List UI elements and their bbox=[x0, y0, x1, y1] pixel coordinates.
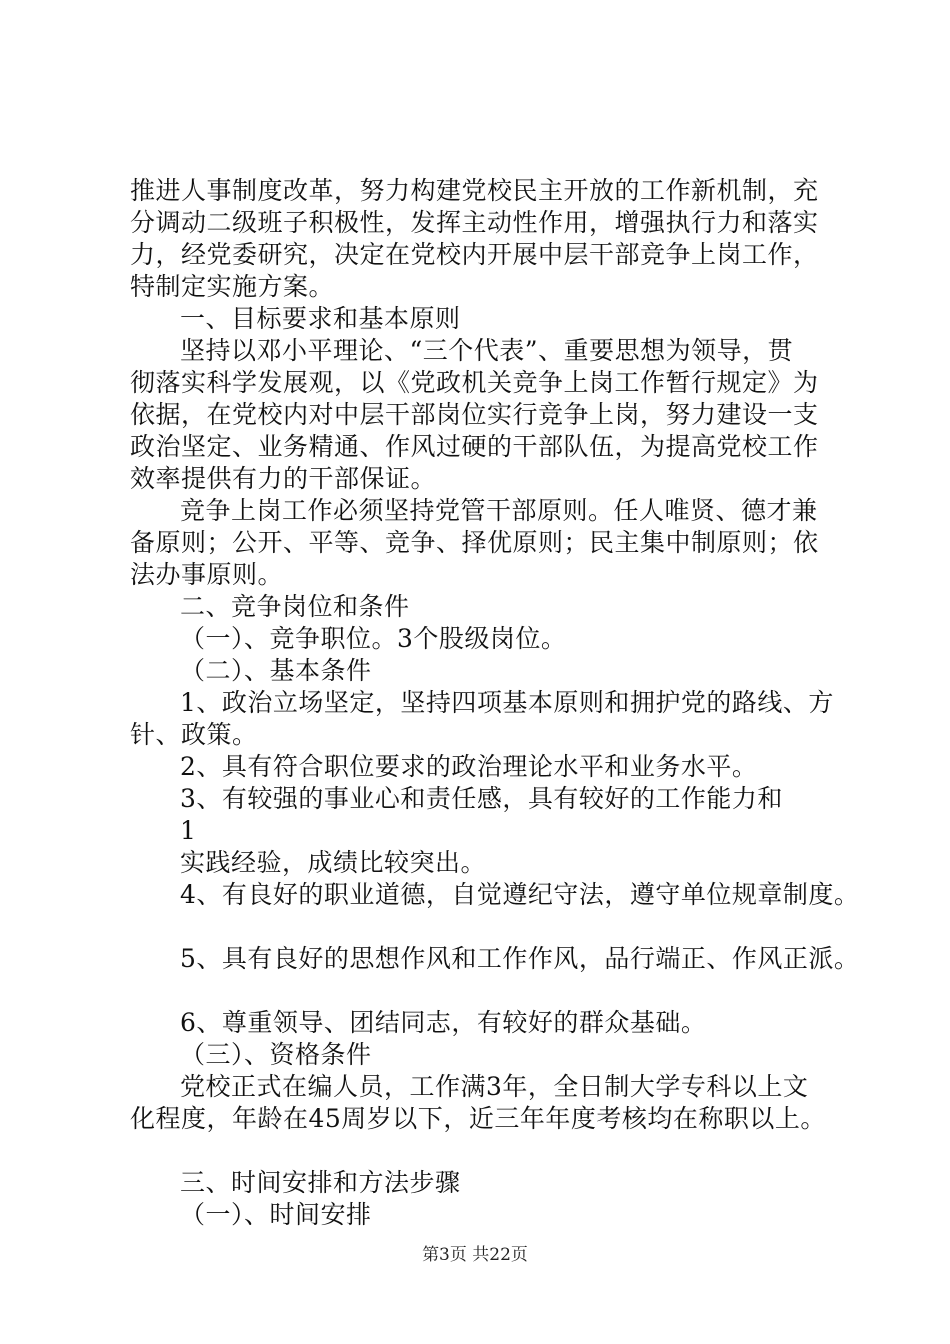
page-footer: 第3页 共22页 bbox=[422, 1245, 528, 1265]
list-item: 针、政策。 bbox=[130, 720, 258, 749]
sub-heading: （二）、基本条件 bbox=[180, 656, 372, 685]
body-line: 坚持以邓小平理论、“三个代表”、重要思想为领导，贯 bbox=[180, 336, 794, 365]
body-line: 备原则；公开、平等、竞争、择优原则；民主集中制原则；依 bbox=[130, 528, 819, 557]
list-item: 2、具有符合职位要求的政治理论水平和业务水平。 bbox=[180, 752, 758, 781]
list-item: 实践经验，成绩比较突出。 bbox=[180, 848, 487, 877]
body-line: 党校正式在编人员，工作满3年，全日制大学专科以上文 bbox=[180, 1072, 809, 1101]
body-line: 力，经党委研究，决定在党校内开展中层干部竞争上岗工作， bbox=[130, 240, 819, 269]
list-item: 6、尊重领导、团结同志，有较好的群众基础。 bbox=[180, 1008, 707, 1037]
stray-page-number: 1 bbox=[180, 816, 197, 845]
sub-heading: （一）、时间安排 bbox=[180, 1200, 372, 1229]
body-line: 法办事原则。 bbox=[130, 560, 284, 589]
body-line: 竞争上岗工作必须坚持党管干部原则。任人唯贤、德才兼 bbox=[180, 496, 818, 525]
body-line: 化程度，年龄在45周岁以下，近三年年度考核均在称职以上。 bbox=[130, 1104, 826, 1133]
body-line: 推进人事制度改革，努力构建党校民主开放的工作新机制，充 bbox=[130, 176, 819, 205]
section-heading: 三、时间安排和方法步骤 bbox=[180, 1168, 461, 1197]
list-item: 5、具有良好的思想作风和工作作风，品行端正、作风正派。 bbox=[180, 944, 860, 973]
list-item: 3、有较强的事业心和责任感，具有较好的工作能力和 bbox=[180, 784, 783, 813]
body-line: 政治坚定、业务精通、作风过硬的干部队伍，为提高党校工作 bbox=[130, 432, 819, 461]
list-item: 1、政治立场坚定，坚持四项基本原则和拥护党的路线、方 bbox=[180, 688, 834, 717]
body-line: 分调动二级班子积极性，发挥主动性作用，增强执行力和落实 bbox=[130, 208, 819, 237]
body-line: 特制定实施方案。 bbox=[130, 272, 335, 301]
list-item: 4、有良好的职业道德，自觉遵纪守法，遵守单位规章制度。 bbox=[180, 880, 860, 909]
section-heading: 一、目标要求和基本原则 bbox=[180, 304, 461, 333]
sub-heading: （一）、竞争职位。3个股级岗位。 bbox=[180, 624, 567, 653]
section-heading: 二、竞争岗位和条件 bbox=[180, 592, 410, 621]
body-line: 效率提供有力的干部保证。 bbox=[130, 464, 437, 493]
sub-heading: （三）、资格条件 bbox=[180, 1040, 372, 1069]
body-line: 彻落实科学发展观，以《党政机关竞争上岗工作暂行规定》为 bbox=[130, 368, 819, 397]
body-line: 依据，在党校内对中层干部岗位实行竞争上岗，努力建设一支 bbox=[130, 400, 819, 429]
